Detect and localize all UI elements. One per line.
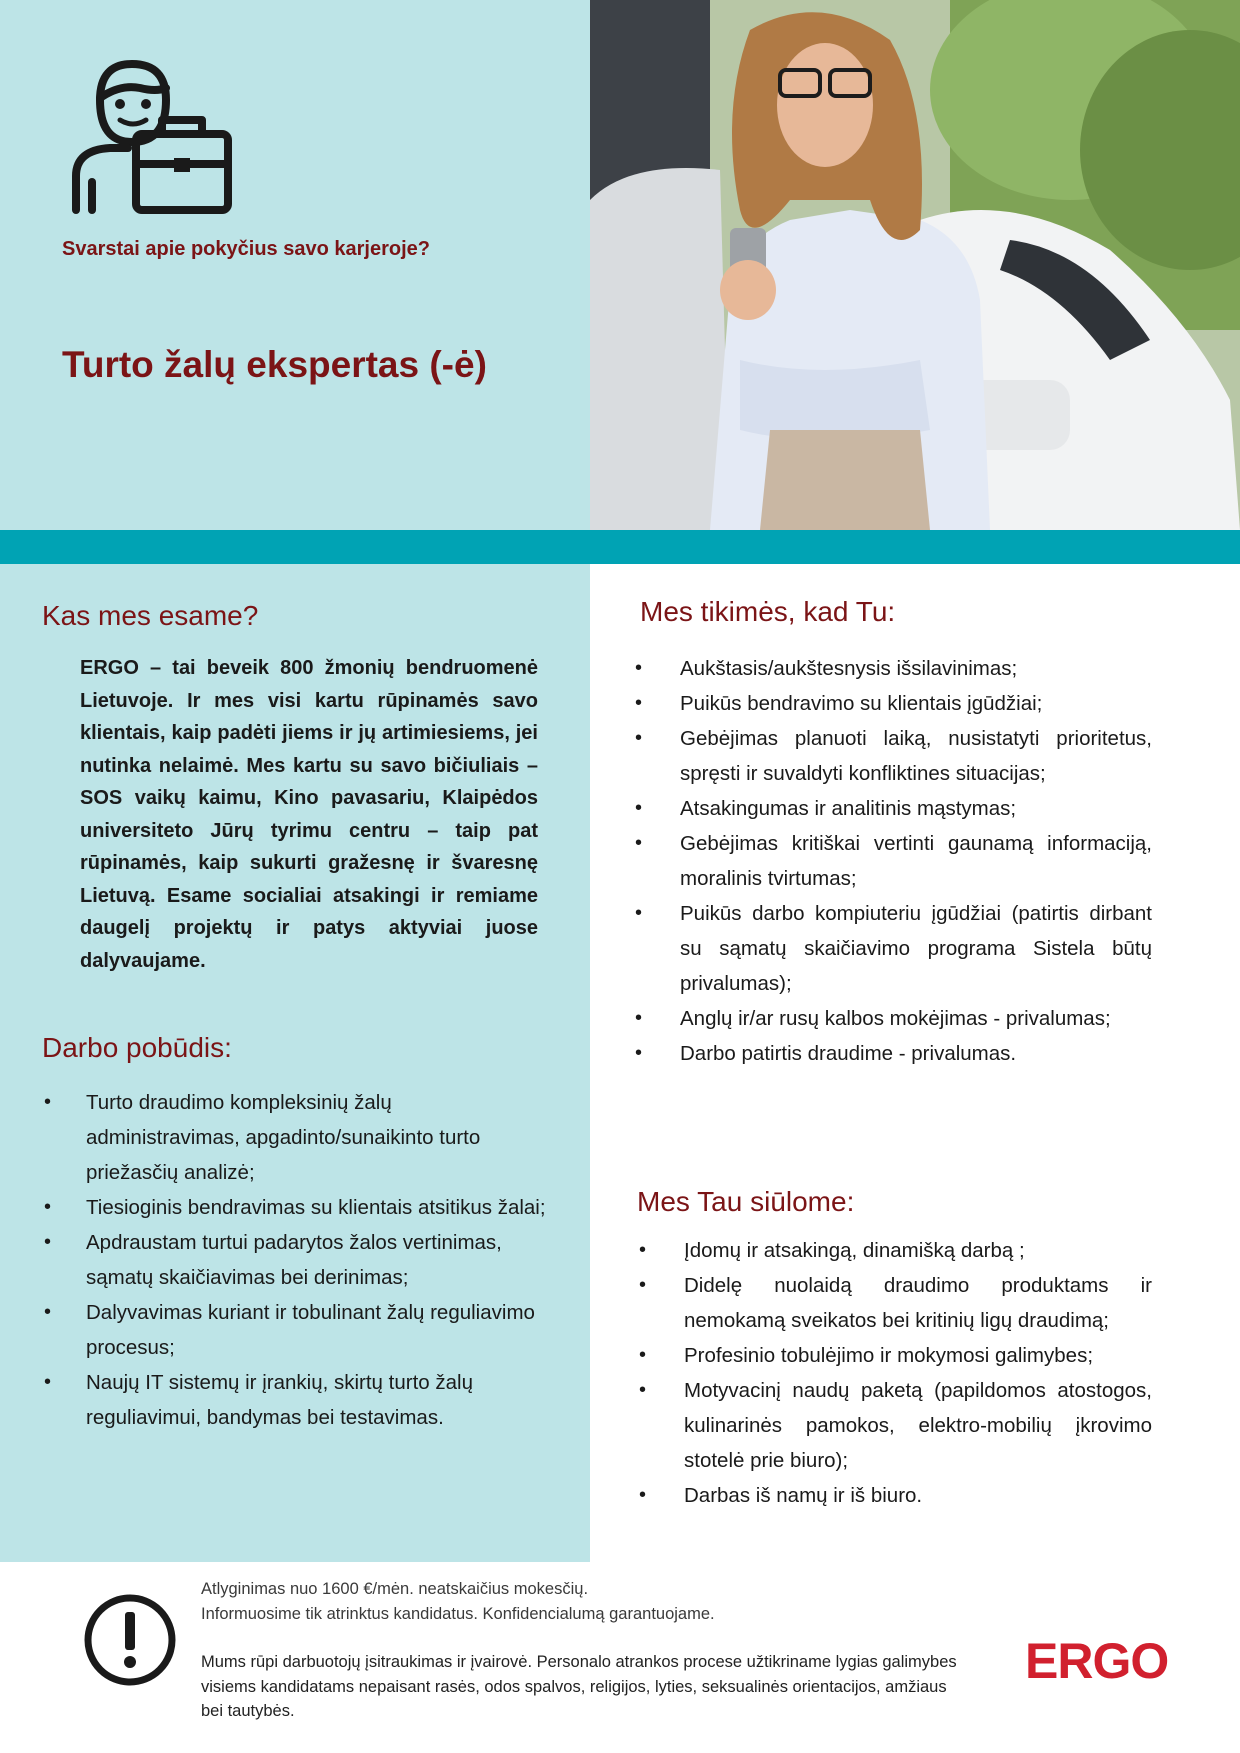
list-item: • Dalyvavimas kuriant ir tobulinant žalų reguliavimo procesus; — [86, 1295, 546, 1365]
diversity-note: Mums rūpi darbuotojų įsitraukimas ir įvairovė. Personalo atrankos procese užtikriname lygias galimybes visiems kandidatams nepaisant rasės, odos spalvos, religijos, lyties, seksualinės orientacijos, amžiaus bei tautybės. — [201, 1653, 957, 1720]
list-item: • Turto draudimo kompleksinių žalų administravimas, apgadinto/sunaikinto turto priežasčių analizė; — [86, 1085, 546, 1190]
job-title: Turto žalų ekspertas (-ė) — [62, 344, 487, 385]
work-list — [86, 1085, 546, 1435]
list-item: • Puikūs darbo kompiuteriu įgūdžiai (patirtis dirbant su sąmatų skaičiavimo programa Sistela būtų privalumas); — [680, 896, 1152, 1001]
offer-list — [684, 1233, 1152, 1513]
expect-heading: Mes tikimės, kad Tu: — [640, 596, 896, 627]
list-item: • Darbo patirtis draudime - privalumas. — [680, 1036, 1152, 1071]
list-item: • Apdraustam turtui padarytos žalos vertinimas, sąmatų skaičiavimas bei derinimas; — [86, 1225, 546, 1295]
list-item: • Anglų ir/ar rusų kalbos mokėjimas - privalumas; — [680, 1001, 1152, 1036]
accent-band — [0, 530, 1240, 564]
list-item: • Atsakingumas ir analitinis mąstymas; — [680, 791, 1152, 826]
list-item: • Naujų IT sistemų ir įrankių, skirtų turto žalų reguliavimui, bandymas bei testavimas. — [86, 1365, 546, 1435]
work-heading: Darbo pobūdis: — [42, 1032, 232, 1063]
list-item: • Motyvacinį naudų paketą (papildomos atostogos, kulinarinės pamokos, elektro-mobilių įkrovimo stotelė prie biuro); — [684, 1373, 1152, 1478]
list-item: • Didelę nuolaidą draudimo produktams ir nemokamą sveikatos bei kritinių ligų draudimą; — [684, 1268, 1152, 1338]
footer-notes — [201, 1577, 961, 1724]
list-item: • Gebėjimas kritiškai vertinti gaunamą informaciją, moralinis tvirtumas; — [680, 826, 1152, 896]
businessperson-icon — [70, 58, 235, 218]
ergo-logo: ERGO — [1025, 1633, 1169, 1689]
tagline: Svarstai apie pokyčius savo karjeroje? — [62, 238, 430, 260]
who-text: ERGO – tai beveik 800 žmonių bendruomenė Lietuvoje. Ir mes visi kartu rūpinamės savo klientais, kaip padėti jiems ir jų artimiesiems, jei nutinka nelaimė. Mes kartu su savo bičiuliais – SOS vaikų kaimu, Kino pavasariu, Klaipėdos universiteto Jūrų tyrimu centru – taip pat rūpinamės, kaip sukurti gražesnę ir švaresnę Lietuvą. Esame socialiai atsakingi ir remiame daugelį projektų ir patys aktyviai juose dalyvaujame. — [80, 657, 538, 972]
exclamation-icon — [82, 1592, 178, 1688]
list-item: • Aukštasis/aukštesnysis išsilavinimas; — [680, 651, 1152, 686]
list-item: • Puikūs bendravimo su klientais įgūdžiai; — [680, 686, 1152, 721]
hero-photo — [590, 0, 1240, 530]
salary-note: Atlyginimas nuo 1600 €/mėn. neatskaičius mokesčių. — [201, 1580, 589, 1598]
list-item: • Įdomų ir atsakingą, dinamišką darbą ; — [684, 1233, 1152, 1268]
list-item: • Profesinio tobulėjimo ir mokymosi galimybes; — [684, 1338, 1152, 1373]
list-item: • Gebėjimas planuoti laiką, nusistatyti prioritetus, spręsti ir suvaldyti konfliktines situacijas; — [680, 721, 1152, 791]
expect-list — [680, 651, 1152, 1071]
list-item: • Tiesioginis bendravimas su klientais atsitikus žalai; — [86, 1190, 546, 1225]
who-heading: Kas mes esame? — [42, 600, 259, 631]
confidentiality-note: Informuosime tik atrinktus kandidatus. Konfidencialumą garantuojame. — [201, 1604, 715, 1623]
list-item: • Darbas iš namų ir iš biuro. — [684, 1478, 1152, 1513]
woman-with-phone-photo — [590, 0, 1240, 530]
offer-heading: Mes Tau siūlome: — [637, 1186, 855, 1217]
